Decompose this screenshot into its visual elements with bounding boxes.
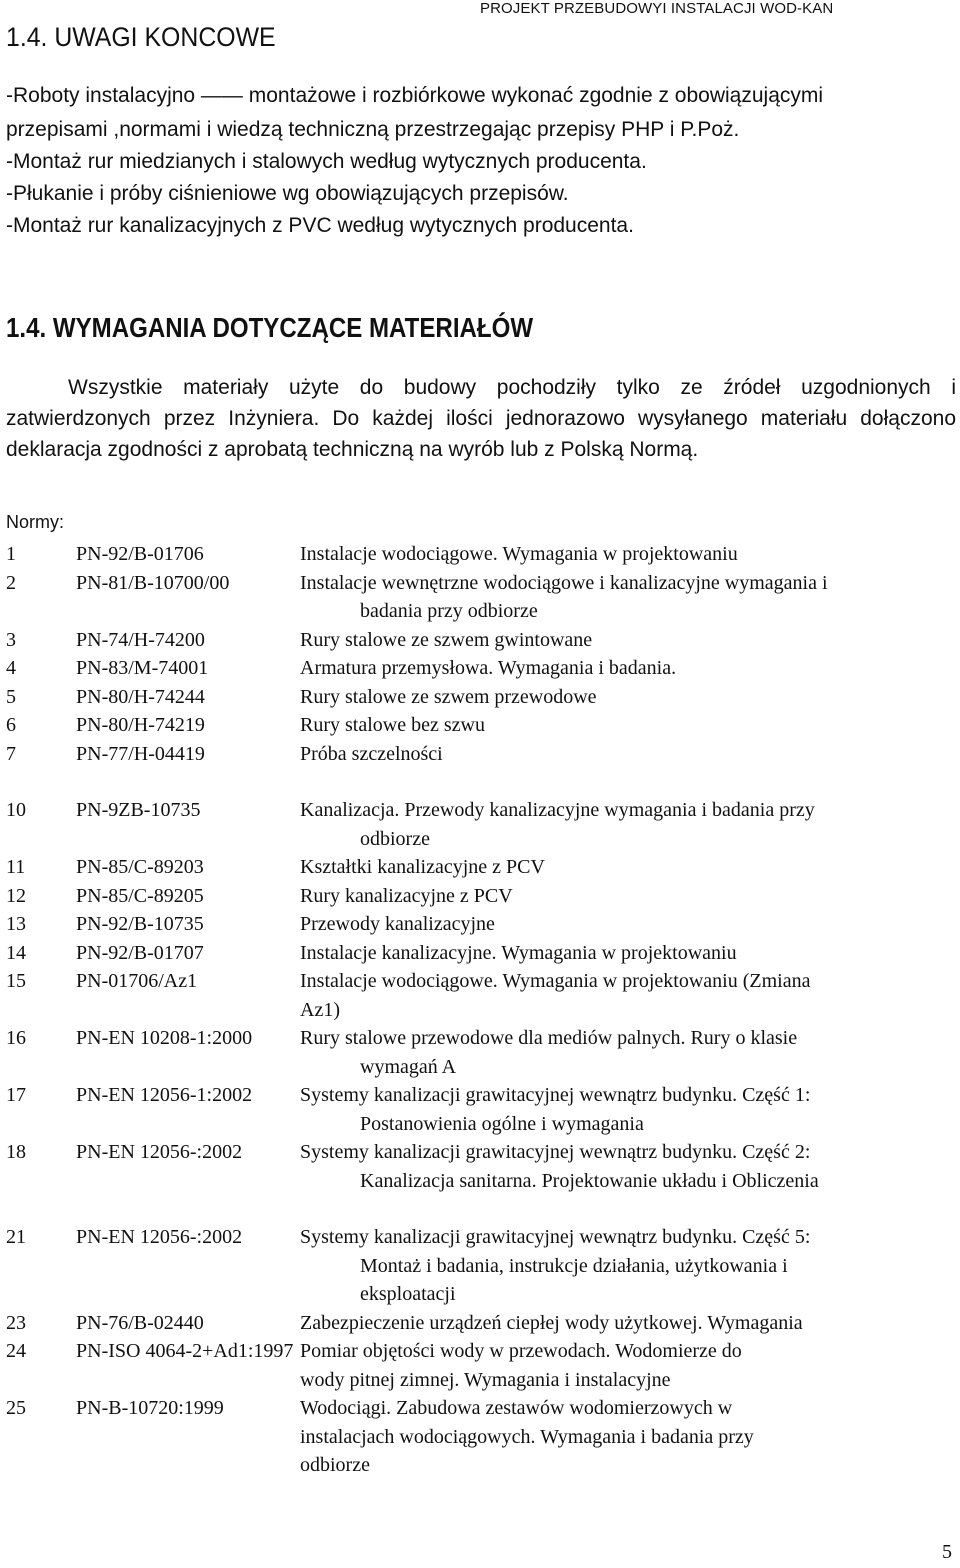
norm-row xyxy=(6,1138,956,1167)
norm-row-continuation xyxy=(6,1053,956,1082)
norm-number: 24 xyxy=(6,1340,26,1362)
norm-row xyxy=(6,1337,956,1366)
norm-description: Rury stalowe ze szwem przewodowe xyxy=(300,685,597,708)
norm-code: PN-81/B-10700/00 xyxy=(76,571,230,594)
norm-description: Przewody kanalizacyjne xyxy=(300,913,495,935)
norm-code: PN-80/H-74219 xyxy=(76,714,205,736)
norm-code: PN-77/H-04419 xyxy=(76,742,205,765)
norm-row xyxy=(6,910,956,939)
norm-row xyxy=(6,1081,956,1110)
norm-row xyxy=(6,1309,956,1338)
norm-description-continuation: Az1) xyxy=(300,998,340,1021)
norm-row-continuation xyxy=(6,597,956,626)
norm-number: 23 xyxy=(6,1311,26,1334)
norm-code: PN-EN 12056-1:2002 xyxy=(76,1084,253,1106)
norm-code: PN-85/C-89205 xyxy=(76,884,204,907)
norm-description-continuation: Kanalizacja sanitarna. Projektowanie układu i Obliczenia xyxy=(360,1169,819,1192)
norm-code: PN-EN 12056-:2002 xyxy=(76,1226,243,1248)
norm-code: PN-83/M-74001 xyxy=(76,657,209,679)
norm-description-continuation: odbiorze xyxy=(360,827,430,850)
norm-number: 17 xyxy=(6,1084,26,1106)
section-title-wymagania: 1.4. WYMAGANIA DOTYCZĄCE MATERIAŁÓW xyxy=(6,312,534,343)
note-item: -Montaż rur miedzianych i stalowych według wytycznych producenta. xyxy=(6,150,647,173)
norm-number: 16 xyxy=(6,1027,26,1049)
norm-row xyxy=(6,683,956,712)
norm-row-continuation xyxy=(6,825,956,854)
norm-number: 25 xyxy=(6,1397,26,1419)
norm-row xyxy=(6,540,956,569)
norm-row-continuation xyxy=(6,996,956,1025)
norm-description: Instalacje wewnętrzne wodociągowe i kanalizacyjne wymagania i xyxy=(300,571,828,594)
norm-number: 5 xyxy=(6,685,16,708)
norm-row-continuation xyxy=(6,1110,956,1139)
norm-row-continuation xyxy=(6,1423,956,1452)
notes-list xyxy=(6,114,954,242)
norms-list xyxy=(6,540,956,1480)
spacer xyxy=(6,768,956,796)
norm-row xyxy=(6,967,956,996)
materials-intro-paragraph: Wszystkie materiały użyte do budowy pochodziły tylko ze źródeł uzgodnionych i zatwierdzonych przez Inżyniera. Do każdej ilości jednorazowo wysyłanego materiału dołączono deklaracja zgodności z aprobatą techniczną na wyrób lub z Polską Normą. xyxy=(6,376,956,461)
page-number: 5 xyxy=(942,1541,952,1563)
norm-row-continuation xyxy=(6,1167,956,1196)
norm-description-continuation: instalacjach wodociągowych. Wymagania i badania przy xyxy=(300,1425,754,1448)
norm-code: PN-EN 10208-1:2000 xyxy=(76,1027,253,1049)
norm-number: 3 xyxy=(6,628,16,651)
norm-row xyxy=(6,939,956,968)
norm-row xyxy=(6,740,956,769)
norm-description: Zabezpieczenie urządzeń ciepłej wody użytkowej. Wymagania xyxy=(300,1311,803,1334)
norm-code: PN-92/B-10735 xyxy=(76,913,204,935)
normy-label: Normy: xyxy=(6,512,64,532)
norm-row xyxy=(6,569,956,598)
norm-code: PN-ISO 4064-2+Ad1:1997 xyxy=(76,1340,294,1362)
norm-row xyxy=(6,796,956,825)
norm-number: 15 xyxy=(6,970,26,992)
note-item: przepisami ,normami i wiedzą techniczną przestrzegając przepisy PHP i P.Poż. xyxy=(6,118,740,141)
norm-description-continuation: badania przy odbiorze xyxy=(360,600,538,622)
norm-row xyxy=(6,853,956,882)
norm-row xyxy=(6,626,956,655)
norm-description-continuation: odbiorze xyxy=(300,1454,370,1476)
norm-description: Systemy kanalizacji grawitacyjnej wewnątrz budynku. Część 1: xyxy=(300,1084,811,1106)
norm-description: Instalacje wodociągowe. Wymagania w projektowaniu xyxy=(300,543,738,565)
norm-code: PN-EN 12056-:2002 xyxy=(76,1141,243,1163)
norm-code: PN-74/H-74200 xyxy=(76,628,205,651)
norm-row xyxy=(6,654,956,683)
norm-code: PN-01706/Az1 xyxy=(76,970,198,992)
norm-number: 7 xyxy=(6,742,16,765)
norm-number: 12 xyxy=(6,884,26,907)
norm-description: Systemy kanalizacji grawitacyjnej wewnątrz budynku. Część 5: xyxy=(300,1226,811,1248)
norm-description: Instalacje wodociągowe. Wymagania w projektowaniu (Zmiana xyxy=(300,970,811,992)
norm-row xyxy=(6,1024,956,1053)
norm-code: PN-76/B-02440 xyxy=(76,1311,204,1334)
norm-number: 18 xyxy=(6,1141,26,1163)
norm-description-continuation: Postanowienia ogólne i wymagania xyxy=(360,1112,644,1135)
norm-number: 10 xyxy=(6,799,26,821)
norm-code: PN-9ZB-10735 xyxy=(76,799,201,821)
norm-description: Wodociągi. Zabudowa zestawów wodomierzowych w xyxy=(300,1397,733,1419)
norm-description: Rury stalowe bez szwu xyxy=(300,714,485,736)
norm-description: Armatura przemysłowa. Wymagania i badania. xyxy=(300,657,677,679)
norm-row-continuation xyxy=(6,1280,956,1309)
norm-description: Rury stalowe ze szwem gwintowane xyxy=(300,628,593,651)
norm-description-continuation: wymagań A xyxy=(360,1055,457,1078)
norm-description-continuation: Montaż i badania, instrukcje działania, użytkowania i xyxy=(360,1254,788,1277)
norm-number: 1 xyxy=(6,543,16,565)
norm-description: Rury kanalizacyjne z PCV xyxy=(300,884,513,907)
norm-number: 11 xyxy=(6,856,26,878)
section-title-uwagi: 1.4. UWAGI KONCOWE xyxy=(6,22,276,52)
norm-number: 2 xyxy=(6,571,16,594)
norm-number: 6 xyxy=(6,714,16,736)
note-item: -Płukanie i próby ciśnieniowe wg obowiązujących przepisów. xyxy=(6,182,569,205)
note-item: -Montaż rur kanalizacyjnych z PVC według wytycznych producenta. xyxy=(6,214,634,237)
norm-row-continuation xyxy=(6,1366,956,1395)
norm-description: Kanalizacja. Przewody kanalizacyjne wymagania i badania przy xyxy=(300,799,815,821)
norm-description: Systemy kanalizacji grawitacyjnej wewnątrz budynku. Część 2: xyxy=(300,1141,811,1163)
norm-code: PN-85/C-89203 xyxy=(76,856,204,878)
note-item: -Roboty instalacyjno —— montażowe i rozbiórkowe wykonać zgodnie z obowiązującymi xyxy=(6,84,824,107)
norm-row-continuation xyxy=(6,1451,956,1480)
norm-number: 4 xyxy=(6,657,16,679)
spacer xyxy=(6,1195,956,1223)
norm-row xyxy=(6,711,956,740)
running-header: PROJEKT PRZEBUDOWYI INSTALACJI WOD-KAN xyxy=(480,0,834,17)
norm-description: Instalacje kanalizacyjne. Wymagania w projektowaniu xyxy=(300,941,737,964)
norm-number: 13 xyxy=(6,913,26,935)
norm-description-continuation: eksploatacji xyxy=(360,1283,456,1305)
norm-description: Pomiar objętości wody w przewodach. Wodomierze do xyxy=(300,1340,742,1362)
norm-code: PN-92/B-01707 xyxy=(76,941,204,964)
norm-description: Kształtki kanalizacyjne z PCV xyxy=(300,856,545,878)
norm-number: 14 xyxy=(6,941,26,964)
norm-row-continuation xyxy=(6,1252,956,1281)
norm-row xyxy=(6,1394,956,1423)
norm-code: PN-B-10720:1999 xyxy=(76,1397,224,1419)
norm-description: Rury stalowe przewodowe dla mediów palnych. Rury o klasie xyxy=(300,1027,798,1049)
norm-code: PN-80/H-74244 xyxy=(76,685,205,708)
norm-code: PN-92/B-01706 xyxy=(76,543,204,565)
norm-description: Próba szczelności xyxy=(300,742,443,765)
norm-row xyxy=(6,1223,956,1252)
norm-description-continuation: wody pitnej zimnej. Wymagania i instalacyjne xyxy=(300,1368,671,1391)
norm-number: 21 xyxy=(6,1226,26,1248)
norm-row xyxy=(6,882,956,911)
